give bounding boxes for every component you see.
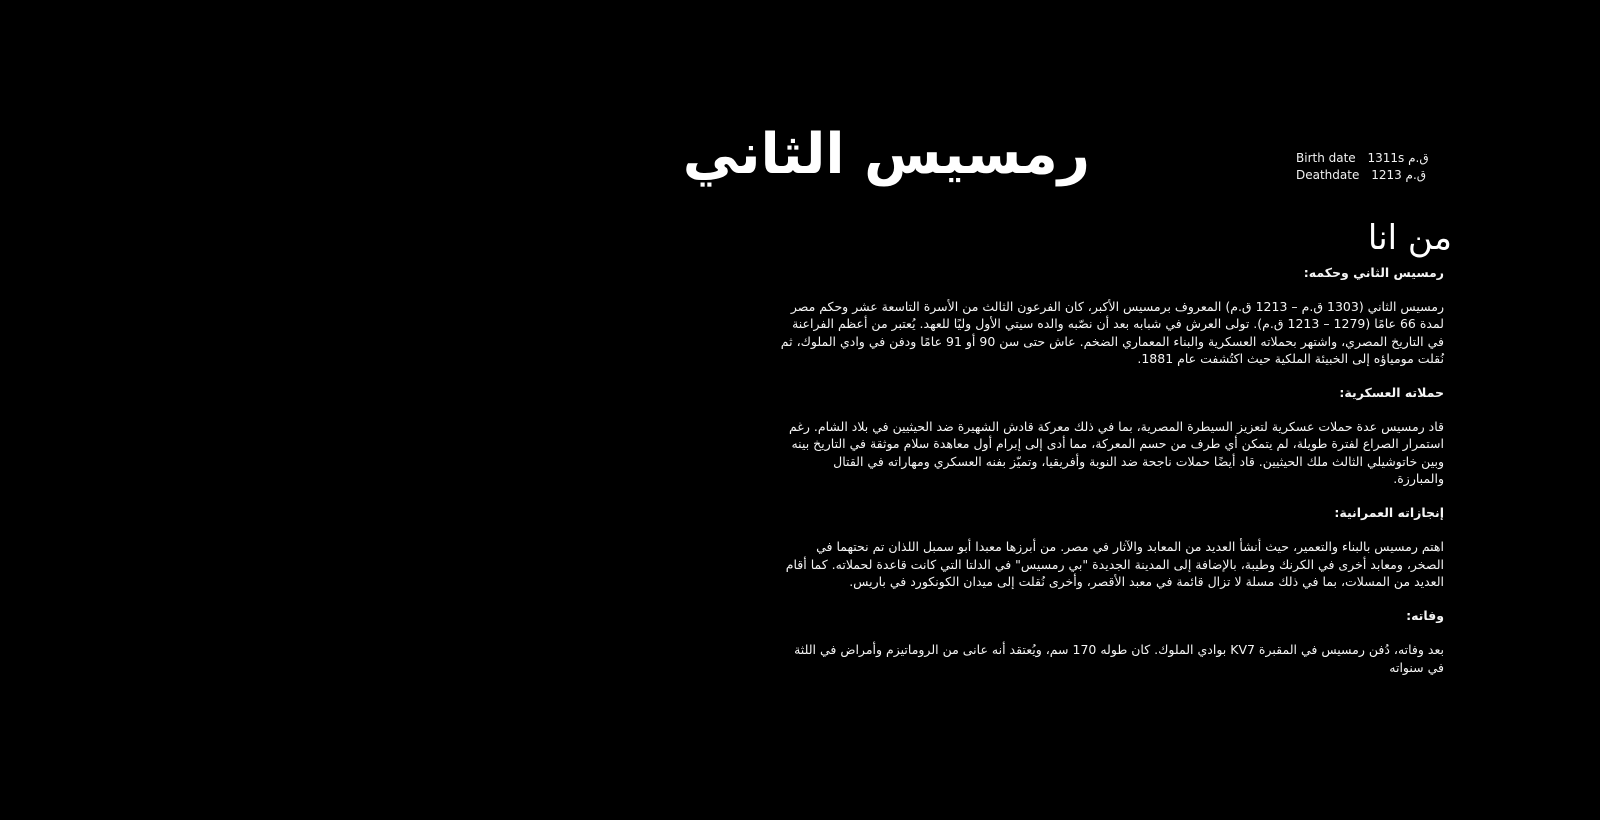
birth-date-row xyxy=(1296,150,1429,167)
death-paragraph: بعد وفاته، دُفن رمسيس في المقبرة KV7 بوادي الملوك. كان طوله 170 سم، ويُعتقد أنه عانى من الروماتيزم وأمراض في اللثة في سنواته xyxy=(794,642,1444,675)
death-date-row xyxy=(1296,167,1429,184)
birth-date-label: Birth date xyxy=(1296,151,1356,165)
death-heading: وفاته: xyxy=(1406,608,1444,624)
death-date-label: Deathdate xyxy=(1296,168,1360,182)
death-date-value: 1213 ق.م xyxy=(1371,168,1427,182)
military-paragraph: قاد رمسيس عدة حملات عسكرية لتعزيز السيطرة المصرية، بما في ذلك معركة قادش الشهيرة ضد الحيثيين في بلاد الشام. رغم استمرار الصراع لفترة طويلة، لم يتمكن أي طرف من حسم المعركة، مما أدى إلى إبرام أول معاهدة سلام موثقة في التاريخ بينه وبين خاتوشيلي الثالث ملك الحيثيين. قاد أيضًا حملات ناجحة ضد النوبة وأفريقيا، وتميّز بفنه العسكري ومهاراته في القتال والمبارزة. xyxy=(788,419,1444,487)
biography-content xyxy=(780,264,1444,693)
page-title: رمسيس الثاني xyxy=(682,122,1090,187)
section-heading: من انا xyxy=(1367,218,1452,258)
dates-block xyxy=(1296,150,1429,184)
reign-heading: رمسيس الثاني وحكمه: xyxy=(1303,265,1444,280)
reign-paragraph: رمسيس الثاني (1303 ق.م – 1213 ق.م) المعروف برمسيس الأكبر، كان الفرعون الثالث من الأسرة التاسعة عشر وحكم مصر لمدة 66 عامًا (1279 – 1213 ق.م). تولى العرش في شبابه بعد أن نصّبه والده سيتي الأول وليًا للعهد. يُعتبر من أعظم الفراعنة في التاريخ المصري، واشتهر بحملاته العسكرية والبناء المعماري الضخم. عاش حتى سن 90 أو 91 عامًا ودفن في وادي الملوك، ثم نُقلت مومياؤه إلى الخبيئة الملكية حيث اكتُشفت عام 1881. xyxy=(780,299,1444,366)
birth-date-value: 1311s ق.م xyxy=(1367,151,1429,165)
construction-paragraph: اهتم رمسيس بالبناء والتعمير، حيث أنشأ العديد من المعابد والآثار في مصر. من أبرزها معبدا أبو سمبل اللذان تم نحتهما في الصخر، ومعابد أخرى في الكرنك وطيبة، بالإضافة إلى المدينة الجديدة "بي رمسيس" في الدلتا التي كانت قاعدة لحملاته. كما أقام العديد من المسلات، بما في ذلك مسلة لا تزال قائمة في معبد الأقصر، وأخرى نُقلت إلى ميدان الكونكورد في باريس. xyxy=(785,539,1444,589)
construction-heading: إنجازاته العمرانية: xyxy=(1334,505,1444,521)
military-heading: حملاته العسكرية: xyxy=(1339,385,1444,401)
